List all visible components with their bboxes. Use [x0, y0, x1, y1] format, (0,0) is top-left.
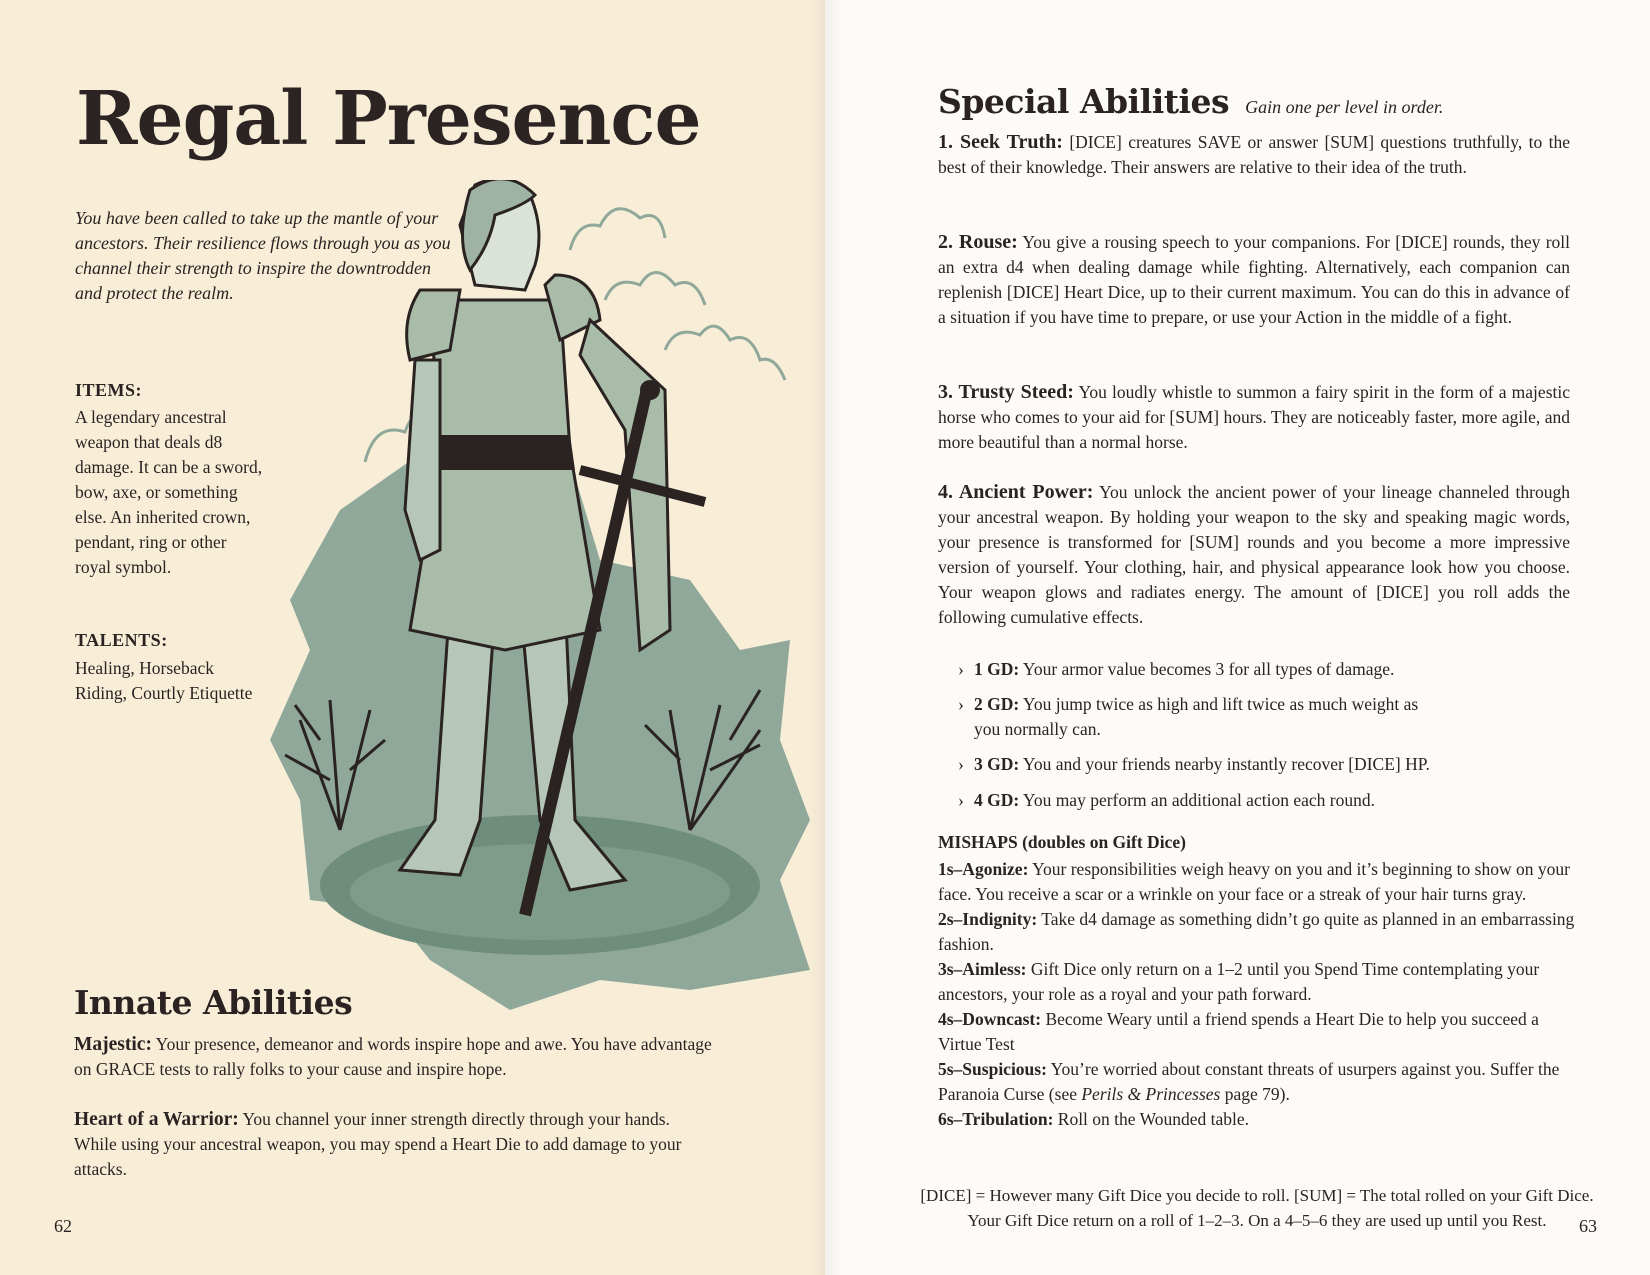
- ability-name: Majestic:: [74, 1034, 152, 1055]
- ability-text: You channel your inner strength directly through your hands. While using your ancestral weapon, you may spend a Heart Die to add damage to your attacks.: [74, 1109, 682, 1179]
- talents-heading: TALENTS:: [75, 630, 168, 650]
- mishap-label: 1s–Agonize:: [938, 859, 1029, 879]
- ability-text: You give a rousing speech to your companions. For [DICE] rounds, they roll an extra d4 when dealing damage while fighting. Alternatively, each companion can replenish [DICE] Heart Dice, up to their current maximum. You can do this in advance of a situation if you have time to prepare, or use your Action in the middle of a fight.: [938, 232, 1570, 327]
- mishap-item: [938, 907, 1578, 957]
- gd-effect: [958, 788, 1558, 813]
- ability-text: [DICE] creatures SAVE or answer [SUM] questions truthfully, to the best of their knowledge. Their answers are relative to their idea of the truth.: [938, 132, 1570, 177]
- mishap-text: Gift Dice only return on a 1–2 until you Spend Time contemplating your ancestors, your role as a royal and your path forward.: [938, 959, 1540, 1004]
- gd-effect: [958, 657, 1558, 682]
- gd-label: 3 GD:: [974, 754, 1020, 774]
- gd-label: 4 GD:: [974, 790, 1020, 810]
- innate-ability-heart-of-a-warrior: [74, 1107, 714, 1182]
- gd-label: 2 GD:: [974, 694, 1020, 714]
- mishap-item: [938, 1107, 1578, 1132]
- ability-name: 2. Rouse:: [938, 231, 1018, 253]
- mishap-item: [938, 1057, 1578, 1107]
- gd-label: 1 GD:: [974, 659, 1020, 679]
- gd-text: You may perform an additional action each round.: [1019, 790, 1375, 810]
- ability-rouse: [938, 230, 1570, 330]
- mishap-label: 4s–Downcast:: [938, 1009, 1042, 1029]
- dice-footnote: [887, 1183, 1627, 1233]
- ability-name: 4. Ancient Power:: [938, 481, 1094, 503]
- intro-paragraph: You have been called to take up the mantle of your ancestors. Their resilience flows through you as you channel their strength to inspire the downtrodden and protect the realm.: [75, 208, 451, 303]
- ability-text: Your presence, demeanor and words inspire hope and awe. You have advantage on GRACE tests to rally folks to your cause and inspire hope.: [74, 1034, 712, 1079]
- special-abilities-subheading: Gain one per level in order.: [1245, 97, 1444, 117]
- ability-trusty-steed: [938, 380, 1570, 455]
- gd-effect: [958, 692, 1558, 742]
- mishaps-list: [938, 857, 1578, 1132]
- mishap-label: 2s–Indignity:: [938, 909, 1038, 929]
- footnote-line-2: Your Gift Dice return on a roll of 1–2–3. On a 4–5–6 they are used up until you Rest.: [967, 1211, 1547, 1230]
- chevron-right-icon: ›: [958, 754, 964, 774]
- items-heading: ITEMS:: [75, 380, 143, 400]
- ability-seek-truth: [938, 130, 1570, 180]
- gd-text: You and your friends nearby instantly recover [DICE] HP.: [1019, 754, 1430, 774]
- innate-abilities-heading: Innate Abilities: [74, 983, 353, 1022]
- gd-text: Your armor value becomes 3 for all types of damage.: [1019, 659, 1395, 679]
- book-reference: Perils & Princesses: [1081, 1084, 1221, 1104]
- mishap-text: You’re worried about constant threats of usurpers against you. Suffer the Paranoia Curse (see: [938, 1059, 1560, 1104]
- items-text: A legendary ancestral weapon that deals d8 damage. It can be a sword, bow, axe, or something else. An inherited crown, pendant, ring or other royal symbol.: [75, 407, 263, 577]
- mishap-item: [938, 957, 1578, 1007]
- mishap-label: 5s–Suspicious:: [938, 1059, 1047, 1079]
- gd-text: You jump twice as high and lift twice as much weight as: [1019, 694, 1419, 714]
- page-number-right: 63: [1579, 1216, 1597, 1236]
- mishap-text: Take d4 damage as something didn’t go quite as planned in an embarrassing fashion.: [938, 909, 1575, 954]
- ability-text: You unlock the ancient power of your lineage channeled through your ancestral weapon. By holding your weapon to the sky and speaking magic words, your presence is transformed for [SUM] rounds and you become a more impressive version of yourself. Your clothing, hair, and physical appearance look how you choose. Your weapon glows and radiates energy. The amount of [DICE] you roll adds the following cumulative effects.: [938, 482, 1570, 627]
- ability-ancient-power: [938, 480, 1570, 630]
- mishap-text-after: page 79).: [1220, 1084, 1290, 1104]
- knight-illustration: [270, 180, 815, 1010]
- mishap-text: Become Weary until a friend spends a Heart Die to help you succeed a Virtue Test: [938, 1009, 1539, 1054]
- right-page: [825, 0, 1650, 1275]
- ability-name: 3. Trusty Steed:: [938, 381, 1074, 403]
- gd-effect: [958, 752, 1558, 777]
- mishap-text: Your responsibilities weigh heavy on you and it’s beginning to show on your face. You receive a scar or a wrinkle on your face or a streak of your hair turns gray.: [938, 859, 1570, 904]
- chevron-right-icon: ›: [958, 790, 964, 810]
- mishap-text: Roll on the Wounded table.: [1053, 1109, 1249, 1129]
- ability-name: 1. Seek Truth:: [938, 131, 1063, 153]
- mishaps-heading: MISHAPS (doubles on Gift Dice): [938, 832, 1186, 852]
- page-title: Regal Presence: [76, 76, 701, 162]
- mishap-label: 3s–Aimless:: [938, 959, 1027, 979]
- special-abilities-header: [938, 82, 1443, 121]
- innate-ability-majestic: [74, 1032, 714, 1082]
- talents-text: Healing, Horseback Riding, Courtly Etiquette: [75, 658, 253, 703]
- ability-text: You loudly whistle to summon a fairy spirit in the form of a majestic horse who comes to your aid for [SUM] hours. They are noticeably faster, more agile, and more beautiful than a normal horse.: [938, 382, 1570, 452]
- gd-text-continued: you normally can.: [974, 719, 1101, 739]
- mishap-item: [938, 857, 1578, 907]
- chevron-right-icon: ›: [958, 694, 964, 714]
- mishap-label: 6s–Tribulation:: [938, 1109, 1054, 1129]
- ability-name: Heart of a Warrior:: [74, 1109, 239, 1130]
- page-number-left: 62: [54, 1216, 72, 1236]
- mishap-item: [938, 1007, 1578, 1057]
- chevron-right-icon: ›: [958, 659, 964, 679]
- special-abilities-heading: Special Abilities: [938, 82, 1230, 121]
- footnote-line-1: [DICE] = However many Gift Dice you decide to roll. [SUM] = The total rolled on your Gift Dice.: [920, 1186, 1594, 1205]
